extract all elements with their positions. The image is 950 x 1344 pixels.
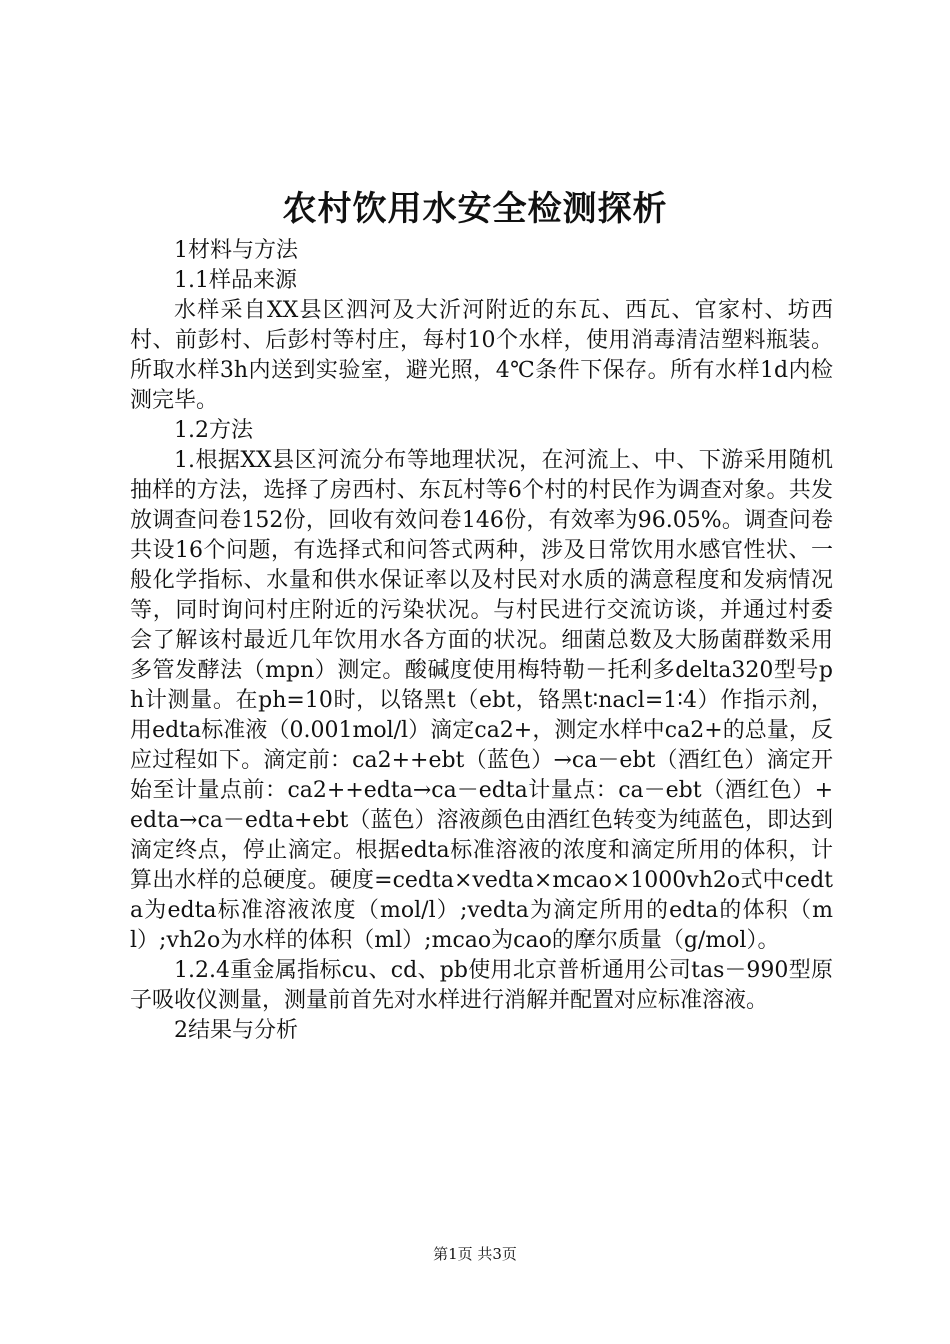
subsection-heading-1-1: 1.1样品来源	[174, 268, 297, 293]
document-body	[130, 236, 833, 1046]
section-heading-1: 1材料与方法	[174, 238, 298, 263]
section-heading-2: 2结果与分析	[174, 1018, 298, 1043]
body-paragraph-methods: 1.根据XX县区河流分布等地理状况，在河流上、中、下游采用随机抽样的方法，选择了房西村、东瓦村等6个村的村民作为调查对象。共发放调查问卷152份，回收有效问卷146份，有效率为96.05%。调查问卷共设16个问题，有选择式和问答式两种，涉及日常饮用水感官性状、一般化学指标、水量和供水保证率以及村民对水质的满意程度和发病情况等，同时询问村庄附近的污染状况。与村民进行交流访谈，并通过村委会了解该村最近几年饮用水各方面的状况。细菌总数及大肠菌群数采用多管发酵法（mpn）测定。酸碱度使用梅特勒－托利多delta320型号ph计测量。在ph=10时，以铬黑t（ebt，铬黑t∶nacl=1∶4）作指示剂，用edta标准液（0.001mol/l）滴定ca2+，测定水样中ca2+的总量，反应过程如下。滴定前：ca2++ebt（蓝色）→ca－ebt（酒红色）滴定开始至计量点前：ca2++edta→ca－edta计量点：ca－ebt（酒红色）+edta→ca－edta+ebt（蓝色）溶液颜色由酒红色转变为纯蓝色，即达到滴定终点，停止滴定。根据edta标准溶液的浓度和滴定所用的体积，计算出水样的总硬度。硬度=cedta×vedta×mcao×1000vh2o式中cedta为edta标准溶液浓度（mol/l）;vedta为滴定所用的edta的体积（ml）;vh2o为水样的体积（ml）;mcao为cao的摩尔质量（g/mol）。	[130, 448, 833, 953]
page-footer: 第1页 共3页	[433, 1245, 517, 1263]
body-paragraph-heavy-metals: 1.2.4重金属指标cu、cd、pb使用北京普析通用公司tas－990型原子吸收仪测量，测量前首先对水样进行消解并配置对应标准溶液。	[130, 958, 833, 1013]
document-title: 农村饮用水安全检测探析	[282, 189, 668, 229]
subsection-heading-1-2: 1.2方法	[174, 418, 253, 443]
body-paragraph-samples: 水样采自XX县区泗河及大沂河附近的东瓦、西瓦、官家村、坊西村、前彭村、后彭村等村庄，每村10个水样，使用消毒清洁塑料瓶装。所取水样3h内送到实验室，避光照，4℃条件下保存。所有水样1d内检测完毕。	[130, 298, 833, 413]
